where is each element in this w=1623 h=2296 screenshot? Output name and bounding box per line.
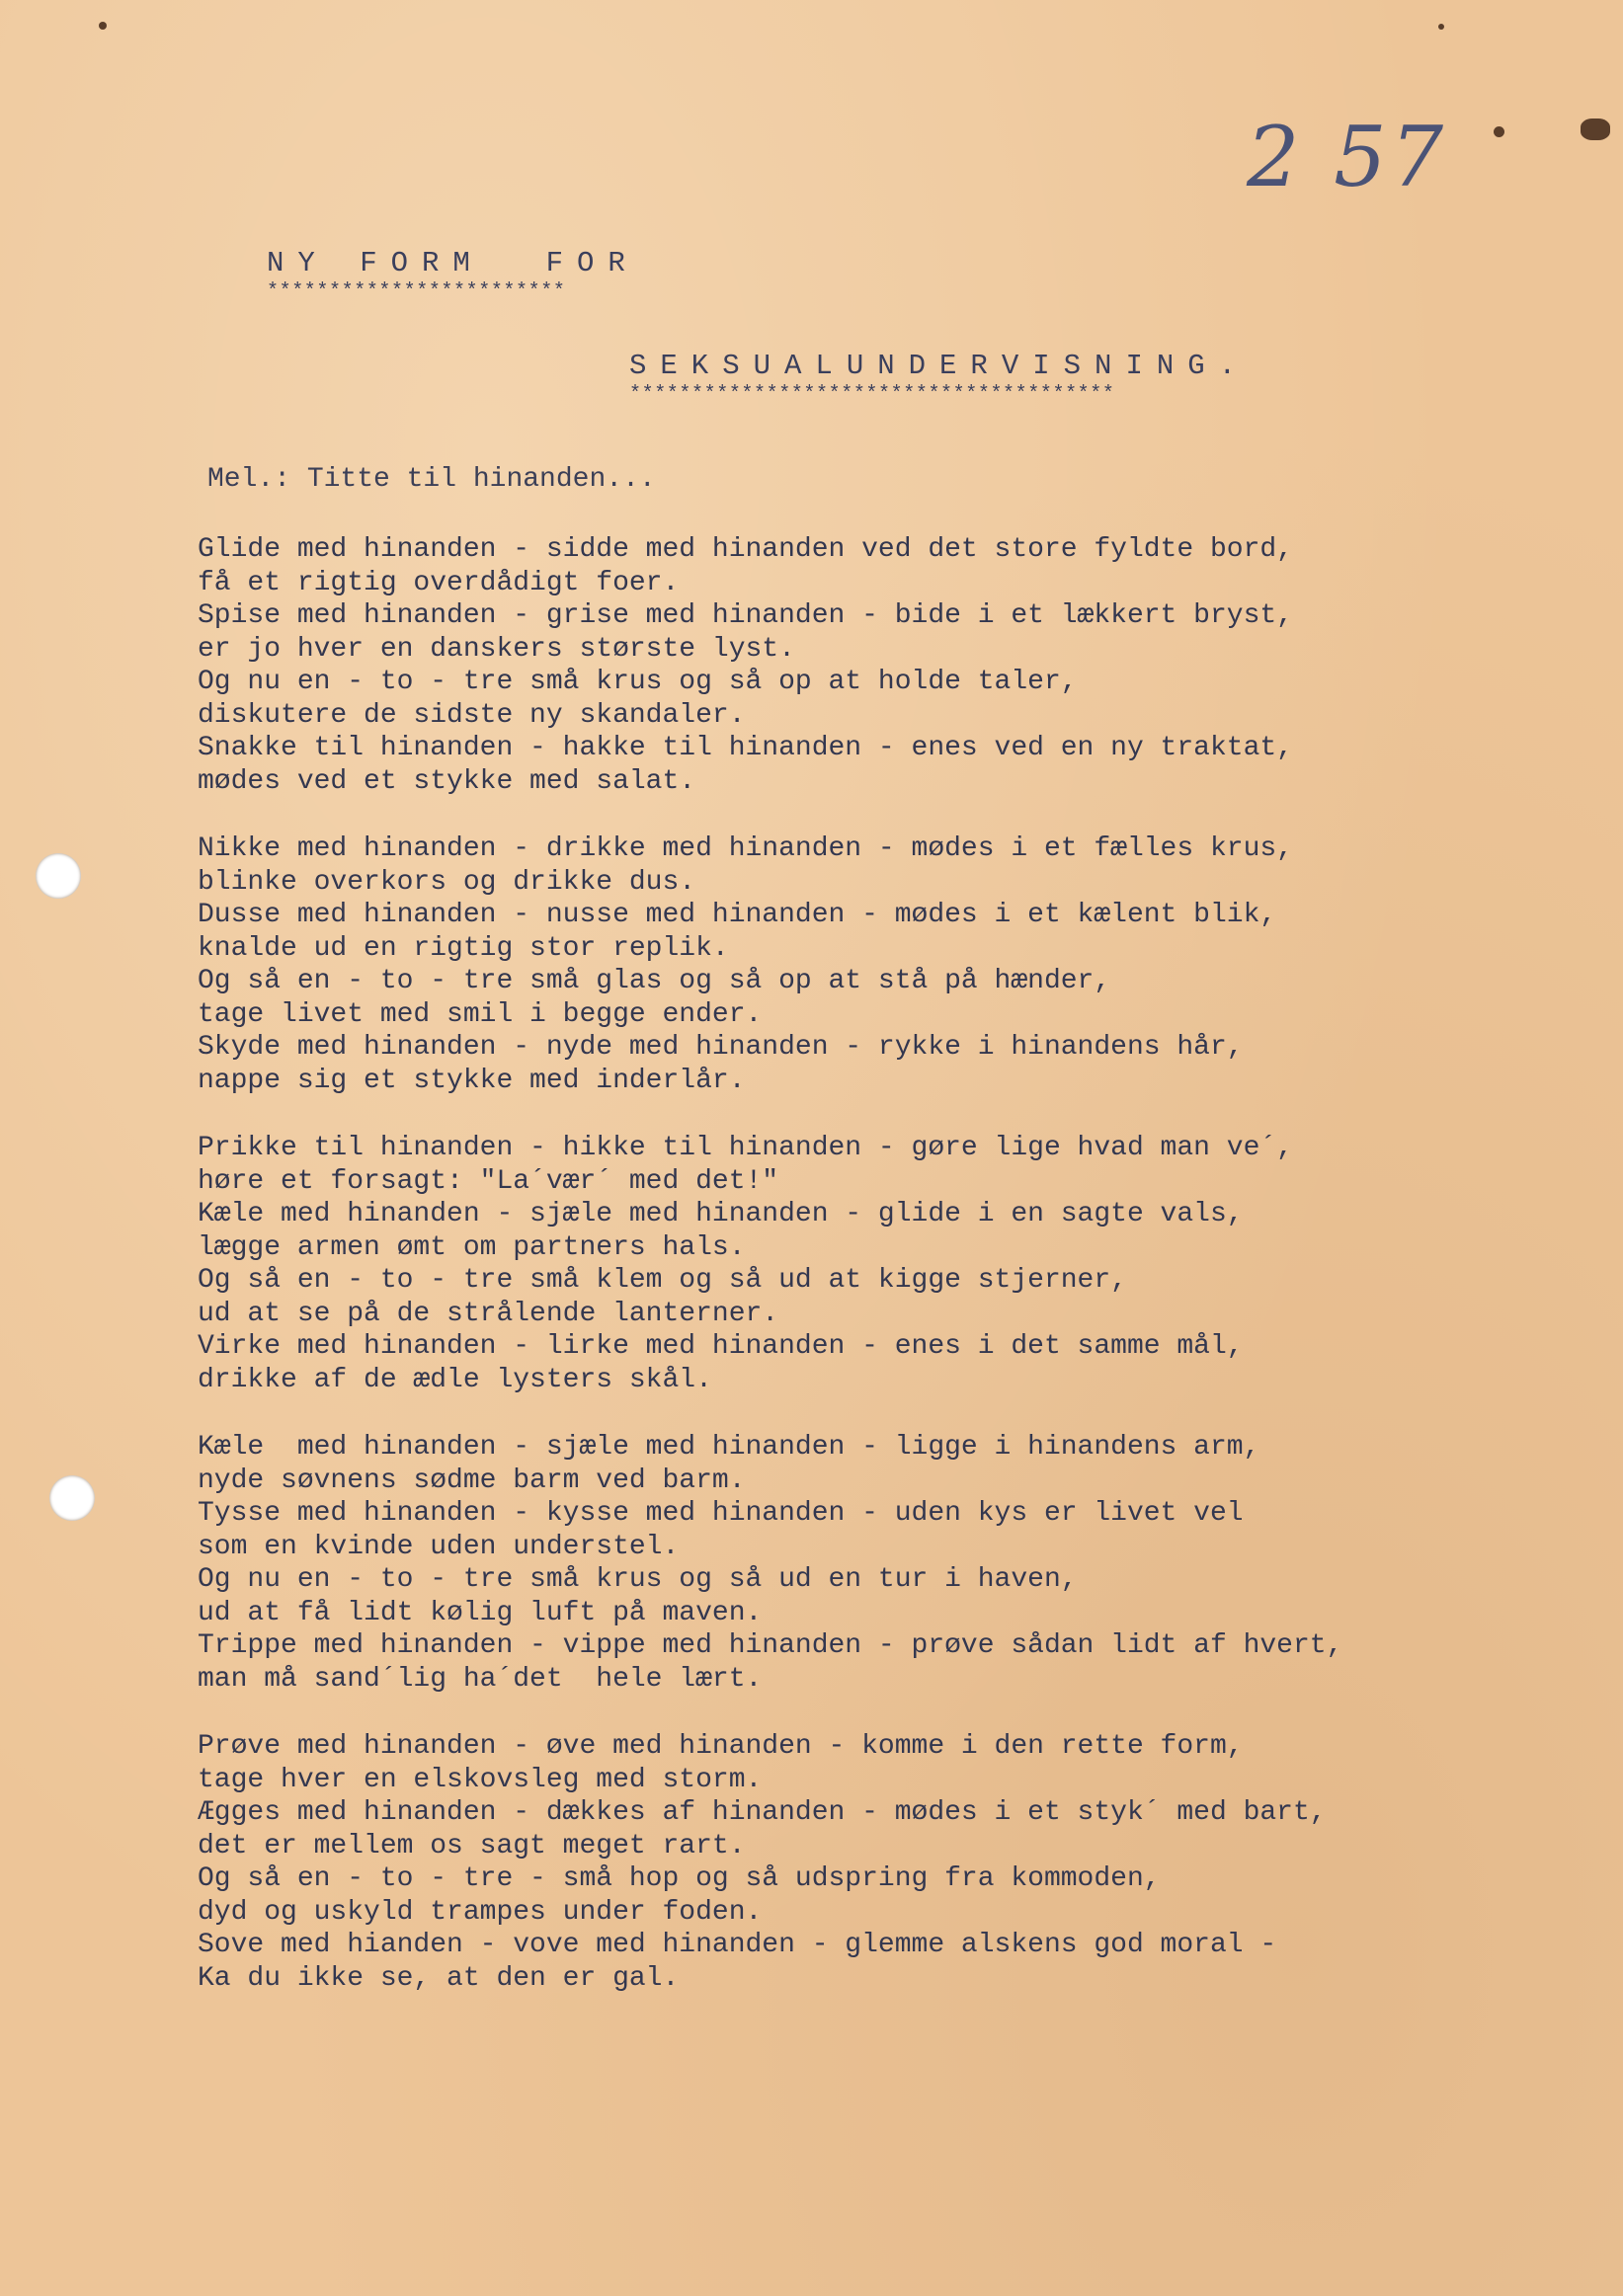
verse-line: nappe sig et stykke med inderlår. bbox=[198, 1065, 746, 1096]
verse-line: Ægges med hinanden - dækkes af hinanden - mødes i et styk´ med bart, bbox=[198, 1797, 1327, 1828]
verse-line: høre et forsagt: "La´vær´ med det!" bbox=[198, 1165, 779, 1197]
verse-line: Glide med hinanden - sidde med hinanden ved det store fyldte bord, bbox=[198, 534, 1293, 565]
verse-1 bbox=[198, 533, 1541, 798]
verse-line: få et rigtig overdådigt foer. bbox=[198, 567, 680, 598]
verse-line: drikke af de ædle lysters skål. bbox=[198, 1364, 712, 1395]
verse-line: Kæle med hinanden - sjæle med hinanden - ligge i hinandens arm, bbox=[198, 1432, 1260, 1463]
melody-note: Mel.: Titte til hinanden... bbox=[207, 464, 656, 495]
verse-line: Prøve med hinanden - øve med hinanden - komme i den rette form, bbox=[198, 1731, 1244, 1762]
verse-4 bbox=[198, 1431, 1541, 1696]
verse-line: som en kvinde uden understel. bbox=[198, 1531, 680, 1562]
verse-line: Virke med hinanden - lirke med hinanden - enes i det samme mål, bbox=[198, 1331, 1244, 1362]
verse-line: det er mellem os sagt meget rart. bbox=[198, 1830, 746, 1861]
song-verses bbox=[198, 533, 1541, 2029]
verse-line: Tysse med hinanden - kysse med hinanden - uden kys er livet vel bbox=[198, 1498, 1244, 1529]
punch-hole-upper bbox=[36, 853, 81, 899]
verse-line: Og så en - to - tre små glas og så op at stå på hænder, bbox=[198, 966, 1111, 996]
verse-line: Kæle med hinanden - sjæle med hinanden - glide i en sagte vals, bbox=[198, 1199, 1244, 1229]
verse-line: dyd og uskyld trampes under foden. bbox=[198, 1896, 763, 1928]
verse-line: Og så en - to - tre - små hop og så udspring fra kommoden, bbox=[198, 1863, 1161, 1894]
verse-line: Ka du ikke se, at den er gal. bbox=[198, 1962, 680, 1994]
verse-line: er jo hver en danskers største lyst. bbox=[198, 633, 795, 665]
verse-line: ud at få lidt kølig luft på maven. bbox=[198, 1597, 763, 1628]
verse-line: Snakke til hinanden - hakke til hinanden - enes ved en ny traktat, bbox=[198, 733, 1293, 763]
verse-line: mødes ved et stykke med salat. bbox=[198, 765, 696, 797]
verse-line: Skyde med hinanden - nyde med hinanden - rykke i hinandens hår, bbox=[198, 1032, 1244, 1063]
verse-5 bbox=[198, 1730, 1541, 1995]
verse-2 bbox=[198, 832, 1541, 1097]
verse-line: diskutere de sidste ny skandaler. bbox=[198, 699, 746, 731]
verse-line: man må sand´lig ha´det hele lært. bbox=[198, 1663, 763, 1695]
title-underline-2: *************************************** bbox=[629, 383, 1115, 406]
verse-line: Og nu en - to - tre små krus og så ud en tur i haven, bbox=[198, 1564, 1078, 1595]
verse-line: lægge armen ømt om partners hals. bbox=[198, 1231, 746, 1263]
verse-line: Dusse med hinanden - nusse med hinanden - mødes i et kælent blik, bbox=[198, 900, 1277, 930]
stain-spot bbox=[1494, 126, 1504, 137]
verse-line: Prikke til hinanden - hikke til hinanden - gøre lige hvad man ve´, bbox=[198, 1133, 1293, 1163]
verse-line: Sove med hianden - vove med hinanden - glemme alskens god moral - bbox=[198, 1930, 1277, 1960]
verse-3 bbox=[198, 1132, 1541, 1396]
title-line-2: SEKSUALUNDERVISNING. bbox=[629, 350, 1251, 382]
verse-line: Trippe med hinanden - vippe med hinanden - prøve sådan lidt af hvert, bbox=[198, 1630, 1343, 1661]
stain-spot bbox=[1438, 24, 1444, 30]
stain-spot bbox=[1581, 119, 1610, 140]
verse-line: tage livet med smil i begge ender. bbox=[198, 998, 763, 1030]
verse-line: Og nu en - to - tre små krus og så op at holde taler, bbox=[198, 667, 1078, 697]
verse-line: Og så en - to - tre små klem og så ud at kigge stjerner, bbox=[198, 1265, 1127, 1296]
title-line-1: NY FORM FOR bbox=[267, 247, 639, 279]
verse-line: knalde ud en rigtig stor replik. bbox=[198, 932, 729, 964]
stain-spot bbox=[99, 22, 107, 30]
verse-line: Nikke med hinanden - drikke med hinanden - mødes i et fælles krus, bbox=[198, 833, 1293, 864]
title-underline-1: ************************ bbox=[267, 280, 566, 303]
verse-line: Spise med hinanden - grise med hinanden - bide i et lækkert bryst, bbox=[198, 600, 1293, 631]
verse-line: nyde søvnens sødme barm ved barm. bbox=[198, 1465, 746, 1496]
verse-line: tage hver en elskovsleg med storm. bbox=[198, 1764, 763, 1795]
verse-line: ud at se på de strålende lanterner. bbox=[198, 1298, 779, 1329]
punch-hole-lower bbox=[49, 1475, 95, 1521]
verse-line: blinke overkors og drikke dus. bbox=[198, 866, 696, 898]
folio-number: 2 57 bbox=[1247, 109, 1448, 205]
